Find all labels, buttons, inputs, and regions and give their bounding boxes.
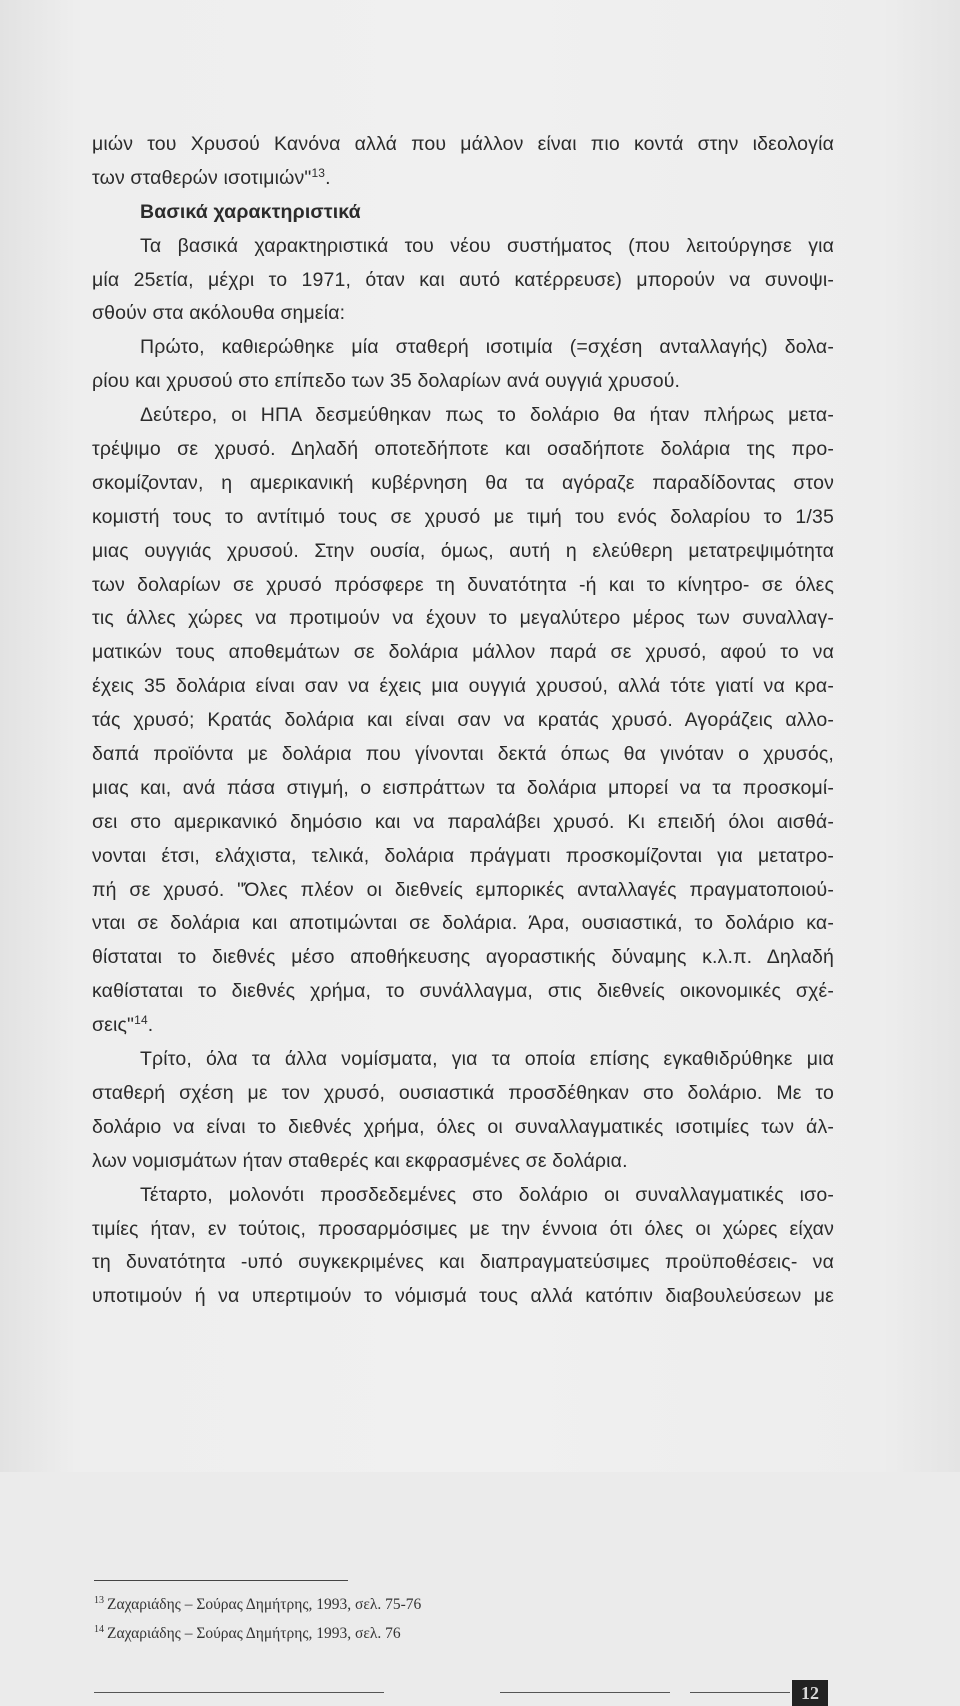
text-line: [92, 602, 834, 636]
text-line: [92, 1179, 834, 1213]
text-line: [92, 467, 834, 501]
text-line: [92, 297, 834, 331]
text-line-content: τη δυνατότητα -υπό συγκεκριμένες και διαπραγματεύσιμες προϋποθέσεις- να: [92, 1251, 834, 1274]
text-line: [92, 365, 834, 399]
text-line-content: σκομίζονταν, η αμερικανική κυβέρνηση θα τα αγόραζε παραδίδοντας στον: [92, 471, 834, 494]
text-line: [92, 569, 834, 603]
text-line: [92, 772, 834, 806]
text-line-content: νται σε δολάρια και αποτιμώνται σε δολάρια. Άρα, ουσιαστικά, το δολάριο κα-: [92, 912, 834, 935]
text-line: [92, 1009, 834, 1043]
text-line-content: Τρίτο, όλα τα άλλα νομίσματα, για τα οποία επίσης εγκαθιδρύθηκε μια: [140, 1048, 834, 1071]
text-line-content: υποτιμούν ή να υπερτιμούν το νόμισμά τους αλλά κατόπιν διαβουλεύσεων με: [92, 1285, 834, 1308]
section-heading: [92, 196, 834, 230]
text-line-content: δολάριο να είναι το διεθνές χρήμα, όλες οι συναλλαγματικές ισοτιμίες των άλ-: [92, 1115, 834, 1138]
footnote-number: 14: [94, 1624, 104, 1635]
text-line: [92, 1077, 834, 1111]
text-line-tail: .: [147, 1014, 154, 1037]
text-line-content: πή σε χρυσό. "Όλες πλέον οι διεθνείς εμπορικές ανταλλαγές πραγματοποιού-: [92, 878, 834, 901]
text-line: [92, 162, 834, 196]
footnote-rule: [94, 1580, 348, 1581]
text-line: [92, 535, 834, 569]
footnote-text: Ζαχαριάδης – Σούρας Δημήτρης, 1993, σελ. 75-76: [107, 1596, 422, 1613]
footnote: [94, 1588, 421, 1617]
text-line-content: ματικών τους αποθεμάτων σε δολάρια μάλλον παρά σε χρυσό, αφού το να: [92, 641, 834, 664]
text-line-content: μιας ουγγιάς χρυσού. Στην ουσία, όμως, αυτή η ελεύθερη μετατρεψιμότητα: [92, 539, 834, 562]
text-line-content: καθίσταται το διεθνές χρήμα, το συνάλλαγμα, στις διεθνείς οικονομικές σχέ-: [92, 980, 834, 1003]
footnotes: [94, 1588, 421, 1646]
text-line: [92, 738, 834, 772]
text-line: [92, 941, 834, 975]
text-line-content: σεις": [92, 1014, 135, 1037]
text-line-content: των σταθερών ισοτιμιών": [92, 166, 312, 189]
text-line-content: τρέψιμο σε χρυσό. Δηλαδή οποτεδήποτε και οσαδήποτε δολάρια της προ-: [92, 438, 834, 461]
text-line-content: των δολαρίων σε χρυσό πρόσφερε τη δυνατότητα -ή και το κίνητρο- σε όλες: [92, 573, 834, 596]
bottom-rule-middle: [500, 1692, 670, 1693]
text-line: [92, 1043, 834, 1077]
text-line: [92, 704, 834, 738]
text-line-content: λων νομισμάτων ήταν σταθερές και εκφρασμένες σε δολάρια.: [92, 1149, 628, 1172]
text-line-content: τάς χρυσό; Κρατάς δολάρια και είναι σαν να κρατάς χρυσό. Αγοράζεις αλλο-: [92, 709, 834, 732]
text-line-content: δαπά προϊόντα με δολάρια που γίνονται δεκτά όπως θα γινόταν ο χρυσός,: [92, 743, 834, 766]
text-line-content: σταθερή σχέση με τον χρυσό, ουσιαστικά προσδέθηκαν στο δολάριο. Με το: [92, 1081, 834, 1104]
text-line-content: θίσταται το διεθνές μέσο αποθήκευσης αγοραστικής δύναμης κ.λ.π. Δηλαδή: [92, 946, 834, 969]
footnote-reference: 14: [134, 1013, 148, 1028]
text-line-content: Τέταρτο, μολονότι προσδεδεμένες στο δολάριο οι συναλλαγματικές ισο-: [140, 1183, 834, 1206]
text-line: [92, 331, 834, 365]
text-line: [92, 840, 834, 874]
text-line-content: σει στο αμερικανικό δημόσιο και να παραλάβει χρυσό. Κι επειδή όλοι αισθά-: [92, 810, 834, 833]
text-line-tail: .: [325, 166, 331, 189]
text-line: [92, 399, 834, 433]
text-line-content: μιας και, ανά πάσα στιγμή, ο εισπράττων τα δολάρια μπορεί να τα προσκομί-: [92, 776, 834, 799]
footnote: [94, 1617, 421, 1646]
text-line-content: ρίου και χρυσού στο επίπεδο των 35 δολαρίων ανά ουγγιά χρυσού.: [92, 370, 681, 393]
text-line: [92, 1213, 834, 1247]
text-line-content: κομιστή τους το αντίτιμό τους σε χρυσό με τιμή του ενός δολαρίου το 1/35: [92, 505, 834, 528]
text-line-content: σθούν στα ακόλουθα σημεία:: [92, 302, 346, 325]
text-line-content: Βασικά χαρακτηριστικά: [140, 200, 361, 223]
text-line: [92, 264, 834, 298]
text-line: [92, 1111, 834, 1145]
footnote-number: 13: [94, 1595, 104, 1606]
text-line: [92, 128, 834, 162]
text-line-content: Τα βασικά χαρακτηριστικά του νέου συστήματος (που λειτούργησε για: [140, 234, 834, 257]
text-line-content: Δεύτερο, οι ΗΠΑ δεσμεύθηκαν πως το δολάριο θα ήταν πλήρως μετα-: [140, 404, 834, 427]
text-line: [92, 806, 834, 840]
text-line: [92, 636, 834, 670]
text-line-content: τιμίες ήταν, εν τούτοις, προσαρμόσιμες με την έννοια ότι όλες οι χώρες είχαν: [92, 1217, 834, 1240]
bottom-rule-right: [690, 1692, 790, 1693]
text-line-content: νονται έτσι, ελάχιστα, τελικά, δολάρια πράγματι προσκομίζονται για μετατρο-: [92, 844, 834, 867]
text-line-content: έχεις 35 δολάρια είναι σαν να έχεις μια ουγγιά χρυσού, αλλά τότε γιατί να κρα-: [92, 675, 834, 698]
text-line: [92, 975, 834, 1009]
text-line: [92, 670, 834, 704]
footnote-reference: 13: [311, 165, 326, 180]
text-line: [92, 1145, 834, 1179]
text-line: [92, 907, 834, 941]
footnote-text: Ζαχαριάδης – Σούρας Δημήτρης, 1993, σελ. 76: [107, 1625, 401, 1642]
text-line: [92, 874, 834, 908]
text-line-content: τις άλλες χώρες να προτιμούν να έχουν το μεγαλύτερο μέρος των συναλλαγ-: [92, 607, 834, 630]
text-line-content: μία 25ετία, μέχρι το 1971, όταν και αυτό κατέρρευσε) μπορούν να συνοψι-: [92, 268, 834, 291]
text-line: [92, 230, 834, 264]
text-line: [92, 1280, 834, 1314]
text-line: [92, 433, 834, 467]
bottom-rule-left: [94, 1692, 384, 1693]
text-line: [92, 1246, 834, 1280]
text-line-content: Πρώτο, καθιερώθηκε μία σταθερή ισοτιμία (=σχέση ανταλλαγής) δολα-: [140, 336, 834, 359]
body-text: [92, 128, 834, 1314]
page-number: 12: [792, 1680, 828, 1706]
text-line-content: μιών του Χρυσού Κανόνα αλλά που μάλλον είναι πιο κοντά στην ιδεολογία: [92, 133, 834, 155]
text-line: [92, 501, 834, 535]
